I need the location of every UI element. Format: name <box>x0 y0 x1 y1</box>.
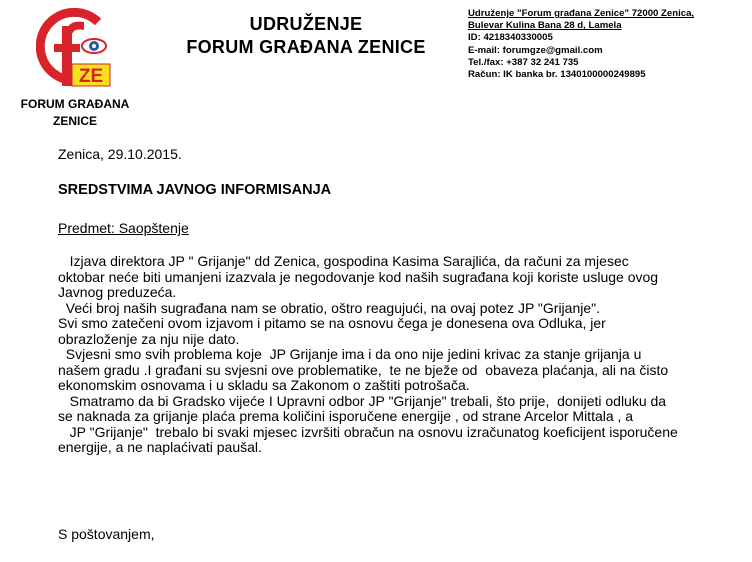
letter-heading: SREDSTVIMA JAVNOG INFORMISANJA <box>58 182 332 198</box>
body-line: obrazloženje za nju nije dato. <box>58 330 240 347</box>
letter-paragraphs <box>58 254 718 456</box>
organization-title <box>166 13 446 59</box>
contact-block <box>468 8 748 81</box>
contact-email-line: E-mail: forumgze@gmail.com <box>468 44 603 56</box>
contact-account-line: Račun: IK banka br. 1340100000249895 <box>468 69 646 81</box>
body-line: našem gradu .I građani su svjesni ove problematike, te ne bježe od obaveza plaćanja, ali na čisto <box>58 361 669 378</box>
title-line1: UDRUŽENJE <box>249 14 363 34</box>
forum-logo-icon <box>36 8 114 90</box>
letter-closing: S poštovanjem, <box>58 526 155 542</box>
contact-address-line: Udruženje "Forum građana Zenice" 72000 Zenica, <box>468 8 695 19</box>
body-line: Smatramo da bi Gradsko vijeće I Upravni odbor JP "Grijanje" trebali, što prije, donijeti odluku da <box>58 392 667 409</box>
logo-caption-line1: FORUM GRAĐANA <box>20 97 130 111</box>
contact-phone-line: Tel./fax: +387 32 241 735 <box>468 56 579 68</box>
body-line: Veći broj naših sugrađana nam se obratio, oštro reagujući, na ovaj potez JP "Grijanje". <box>58 299 600 316</box>
subject-label: Predmet <box>58 220 111 236</box>
body-line: Svi smo zatečeni ovom izjavom i pitamo se na osnovu čega je donesena ova Odluka, jer <box>58 315 606 331</box>
body-line: ekonomskim osnovama i u skladu sa Zakonom o zaštiti potrošača. <box>58 377 470 393</box>
body-line: Javnog preduzeća. <box>58 284 177 300</box>
letter-date: Zenica, 29.10.2015. <box>58 146 182 162</box>
body-line: Izjava direktora JP " Grijanje" dd Zenica, gospodina Kasima Sarajlića, da računi za mjesec <box>58 253 629 269</box>
body-line: Svjesni smo svih problema koje JP Grijanje ima i da ono nije jedini krivac za stanje grijanja u <box>58 346 642 362</box>
subject-value: : Saopštenje <box>110 220 189 236</box>
body-line: energije, a ne naplaćivati paušal. <box>58 439 262 455</box>
body-line: oktobar neće biti umanjeni izazvala je negodovanje kod naših sugrađana koji koriste usluge ovog <box>58 268 659 285</box>
contact-id-line: ID: 4218340330005 <box>468 32 553 44</box>
contact-street-line: Bulevar Kulina Bana 28 d, Lamela <box>468 20 622 32</box>
organization-logo <box>14 8 136 132</box>
body-line: JP "Grijanje" trebalo bi svaki mjesec izvršiti obračun na osnovu izračunatog koeficijent isporučene <box>58 423 678 440</box>
logo-caption <box>14 96 136 130</box>
logo-letters: ZE <box>78 66 104 87</box>
logo-caption-line2: ZENICE <box>52 114 97 128</box>
body-line: se naknada za grijanje plaća prema količini isporučene energije , od strane Arcelor Mittala , a <box>58 408 634 424</box>
title-line2: FORUM GRAĐANA ZENICE <box>186 37 426 57</box>
letter-subject <box>58 220 189 236</box>
